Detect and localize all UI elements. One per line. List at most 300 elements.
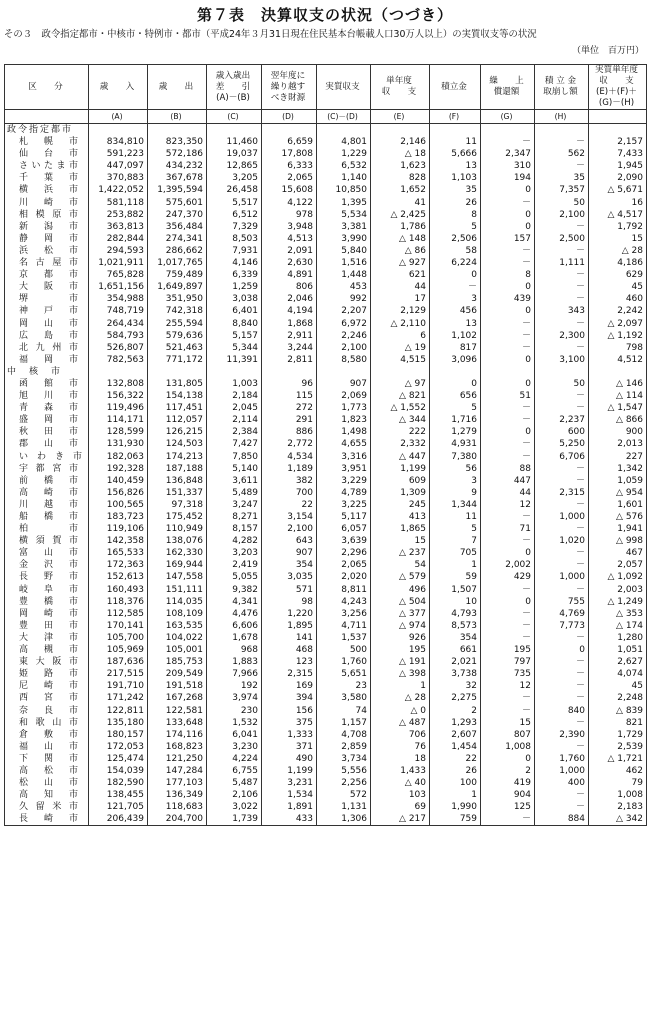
cell-value: 7,433 [589, 148, 647, 160]
cell-value: 2,100 [317, 342, 371, 354]
city-name: 青 森 市 [5, 402, 89, 414]
cell-value: 169,944 [148, 559, 207, 571]
cell-value: 1,051 [589, 644, 647, 656]
cell-value: 132,808 [89, 378, 148, 390]
table-row [5, 571, 647, 583]
cell-value: － [535, 293, 589, 305]
cell-value: 2,237 [535, 414, 589, 426]
column-header: 歳 入 [89, 65, 148, 110]
cell-value: 1,020 [535, 535, 589, 547]
city-name: 横 浜 市 [5, 184, 89, 196]
cell-value: 571 [262, 584, 317, 596]
city-name: 千 葉 市 [5, 172, 89, 184]
column-code: (C)－(D) [317, 110, 371, 124]
cell-value: 5,250 [535, 438, 589, 450]
settlement-table [4, 64, 647, 826]
cell-value: 4,074 [589, 668, 647, 680]
cell-value: 154,039 [89, 765, 148, 777]
cell-value: △ 447 [371, 451, 430, 463]
cell-value: 907 [262, 547, 317, 559]
cell-value: 12,865 [207, 160, 262, 172]
cell-value: 160,493 [89, 584, 148, 596]
cell-value: － [535, 741, 589, 753]
cell-value: 172,053 [89, 741, 148, 753]
cell-value: 5 [430, 523, 481, 535]
cell-value: 19,037 [207, 148, 262, 160]
city-name: 仙 台 市 [5, 148, 89, 160]
cell-value: 2,419 [207, 559, 262, 571]
cell-value: 575,601 [148, 197, 207, 209]
cell-value: 7,329 [207, 221, 262, 233]
cell-value: 8,840 [207, 318, 262, 330]
cell-value: 1,537 [317, 632, 371, 644]
cell-value: 4,793 [430, 608, 481, 620]
cell-value: 821 [589, 717, 647, 729]
cell-value: △ 377 [371, 608, 430, 620]
cell-value: 6,401 [207, 305, 262, 317]
cell-value: 447,097 [89, 160, 148, 172]
cell-value: 1,008 [589, 789, 647, 801]
cell-value: 0 [481, 281, 535, 293]
cell-value: 174,213 [148, 451, 207, 463]
cell-value: 209,549 [148, 668, 207, 680]
city-name: 倉 敷 市 [5, 729, 89, 741]
unit-label: （単位 百万円） [571, 46, 644, 56]
cell-value: 192,328 [89, 463, 148, 475]
cell-value: 992 [317, 293, 371, 305]
cell-value: 156,826 [89, 487, 148, 499]
cell-value: 138,076 [148, 535, 207, 547]
cell-value: 456 [430, 305, 481, 317]
cell-value: 629 [589, 269, 647, 281]
cell-value: △ 237 [371, 547, 430, 559]
cell-value: 171,242 [89, 692, 148, 704]
cell-value: △ 353 [589, 608, 647, 620]
cell-value: 4,801 [317, 136, 371, 148]
cell-value: 3,096 [430, 354, 481, 366]
cell-value: 356,484 [148, 221, 207, 233]
cell-value: 121,250 [148, 753, 207, 765]
cell-value: 56 [430, 463, 481, 475]
cell-value: △ 40 [371, 777, 430, 789]
cell-value: 8,811 [317, 584, 371, 596]
cell-value: 169 [262, 680, 317, 692]
cell-value: 11,391 [207, 354, 262, 366]
cell-value: 162,330 [148, 547, 207, 559]
cell-value: 131,930 [89, 438, 148, 450]
cell-value: 572,186 [148, 148, 207, 160]
table-row [5, 160, 647, 172]
cell-value: 759,489 [148, 269, 207, 281]
cell-value: 978 [262, 209, 317, 221]
cell-value: 0 [481, 209, 535, 221]
cell-value: 2,384 [207, 426, 262, 438]
city-name: 大 津 市 [5, 632, 89, 644]
cell-value: 2,146 [371, 136, 430, 148]
cell-value: 1,395 [317, 197, 371, 209]
cell-value: － [481, 511, 535, 523]
cell-value: 187,188 [148, 463, 207, 475]
cell-value: 115 [262, 390, 317, 402]
cell-value: △ 974 [371, 620, 430, 632]
cell-value: 180,157 [89, 729, 148, 741]
cell-value: 294,593 [89, 245, 148, 257]
cell-value: 1,773 [317, 402, 371, 414]
cell-value: 490 [262, 753, 317, 765]
cell-value: 2,100 [262, 523, 317, 535]
cell-value: － [481, 632, 535, 644]
cell-value: 2,627 [589, 656, 647, 668]
cell-value: 117,451 [148, 402, 207, 414]
cell-value: 1,102 [430, 330, 481, 342]
table-body [5, 124, 647, 826]
cell-value: 125,474 [89, 753, 148, 765]
cell-value: 119,106 [89, 523, 148, 535]
cell-value: 1,716 [430, 414, 481, 426]
cell-value: 7,773 [535, 620, 589, 632]
cell-value: － [481, 136, 535, 148]
cell-value: 222 [371, 426, 430, 438]
cell-value: 96 [262, 378, 317, 390]
cell-value: 834,810 [89, 136, 148, 148]
cell-value: 706 [371, 729, 430, 741]
cell-value: 103 [371, 789, 430, 801]
cell-value: 7,380 [430, 451, 481, 463]
cell-value: 9 [430, 487, 481, 499]
table-row [5, 656, 647, 668]
cell-value: 5,055 [207, 571, 262, 583]
cell-value: － [535, 499, 589, 511]
cell-value: 5,344 [207, 342, 262, 354]
cell-value: 3,231 [262, 777, 317, 789]
table-row [5, 233, 647, 245]
cell-value: 759 [430, 813, 481, 826]
cell-value: － [481, 620, 535, 632]
cell-value: 562 [535, 148, 589, 160]
column-code [5, 110, 89, 124]
cell-value: － [481, 414, 535, 426]
cell-value: 5,556 [317, 765, 371, 777]
column-code: (G) [481, 110, 535, 124]
cell-value: 5 [430, 402, 481, 414]
cell-value: 26,458 [207, 184, 262, 196]
city-name: 福 岡 市 [5, 354, 89, 366]
cell-value: 1,792 [589, 221, 647, 233]
group-row [5, 366, 647, 378]
cell-value: － [481, 330, 535, 342]
city-name: 浜 松 市 [5, 245, 89, 257]
cell-value: 0 [481, 426, 535, 438]
cell-value: 274,341 [148, 233, 207, 245]
group-row [5, 124, 647, 137]
column-header: 翌年度に 繰り越す べき財源 [262, 65, 317, 110]
cell-value: △ 191 [371, 656, 430, 668]
cell-value: 2,046 [262, 293, 317, 305]
cell-value: 2,129 [371, 305, 430, 317]
cell-value: 6,512 [207, 209, 262, 221]
table-row [5, 221, 647, 233]
table-row [5, 414, 647, 426]
cell-value: 282,844 [89, 233, 148, 245]
cell-value: 0 [481, 184, 535, 196]
cell-value: 245 [371, 499, 430, 511]
table-row [5, 184, 647, 196]
table-row [5, 293, 647, 305]
cell-value: 88 [481, 463, 535, 475]
cell-value: 18 [371, 753, 430, 765]
cell-value: 5,489 [207, 487, 262, 499]
cell-value: 8 [481, 269, 535, 281]
cell-value: 460 [589, 293, 647, 305]
cell-value: － [535, 547, 589, 559]
cell-value: 782,563 [89, 354, 148, 366]
table-row [5, 717, 647, 729]
cell-value: 217,515 [89, 668, 148, 680]
cell-value: 904 [481, 789, 535, 801]
cell-value: 4,341 [207, 596, 262, 608]
cell-value: 253,882 [89, 209, 148, 221]
cell-value: 661 [430, 644, 481, 656]
cell-value: 5,487 [207, 777, 262, 789]
cell-value: 1,678 [207, 632, 262, 644]
cell-value: 110,949 [148, 523, 207, 535]
cell-value: 6,606 [207, 620, 262, 632]
cell-value: 13 [430, 318, 481, 330]
cell-value: 1,220 [262, 608, 317, 620]
table-row [5, 426, 647, 438]
cell-value: 286,662 [148, 245, 207, 257]
cell-value: 1,623 [371, 160, 430, 172]
cell-value: － [535, 221, 589, 233]
cell-value: △ 1,092 [589, 571, 647, 583]
cell-value: △ 1,547 [589, 402, 647, 414]
cell-value: 2,256 [317, 777, 371, 789]
cell-value: 2,347 [481, 148, 535, 160]
city-name: 姫 路 市 [5, 668, 89, 680]
cell-value: 76 [371, 741, 430, 753]
cell-value: △ 2,097 [589, 318, 647, 330]
cell-value: － [535, 390, 589, 402]
cell-value: － [535, 463, 589, 475]
city-name: 秋 田 市 [5, 426, 89, 438]
cell-value: 1,259 [207, 281, 262, 293]
cell-value: 17,808 [262, 148, 317, 160]
cell-value: 447 [481, 475, 535, 487]
cell-value: 2,500 [535, 233, 589, 245]
table-row [5, 354, 647, 366]
cell-value: △ 148 [371, 233, 430, 245]
cell-value: 35 [535, 172, 589, 184]
cell-value: 1,000 [535, 511, 589, 523]
column-code: (D) [262, 110, 317, 124]
cell-value: 44 [371, 281, 430, 293]
cell-value: 3 [430, 293, 481, 305]
cell-value: 4,476 [207, 608, 262, 620]
cell-value: 3,244 [262, 342, 317, 354]
cell-value: 2,002 [481, 559, 535, 571]
cell-value: 11,460 [207, 136, 262, 148]
cell-value: 8,271 [207, 511, 262, 523]
cell-value: 230 [207, 705, 262, 717]
cell-value: △ 1,192 [589, 330, 647, 342]
cell-value: 124,503 [148, 438, 207, 450]
cell-value: 351,950 [148, 293, 207, 305]
cell-value: 1,131 [317, 801, 371, 813]
cell-value: 6,057 [317, 523, 371, 535]
cell-value: 1,111 [535, 257, 589, 269]
cell-value: 2,100 [535, 209, 589, 221]
cell-value: 163,535 [148, 620, 207, 632]
city-name: 郡 山 市 [5, 438, 89, 450]
cell-value: － [535, 656, 589, 668]
cell-value: 2,207 [317, 305, 371, 317]
cell-value: 584,793 [89, 330, 148, 342]
cell-value: 3,580 [317, 692, 371, 704]
cell-value: 1,990 [430, 801, 481, 813]
cell-value: 156,322 [89, 390, 148, 402]
cell-value: 3,974 [207, 692, 262, 704]
cell-value: 2,390 [535, 729, 589, 741]
cell-value: 45 [589, 680, 647, 692]
cell-value: 1,601 [589, 499, 647, 511]
cell-value: － [535, 632, 589, 644]
city-name: 堺 市 [5, 293, 89, 305]
city-name: 松 山 市 [5, 777, 89, 789]
cell-value: 15,608 [262, 184, 317, 196]
cell-value: 926 [371, 632, 430, 644]
cell-value: 122,581 [148, 705, 207, 717]
table-row [5, 390, 647, 402]
cell-value: 6,532 [317, 160, 371, 172]
cell-value: 371 [262, 741, 317, 753]
city-name: 東大阪市 [5, 656, 89, 668]
cell-value: 204,700 [148, 813, 207, 826]
cell-value: △ 114 [589, 390, 647, 402]
table-row [5, 172, 647, 184]
cell-value: 291 [262, 414, 317, 426]
city-name: 新 潟 市 [5, 221, 89, 233]
cell-value: 6,659 [262, 136, 317, 148]
table-title: 第７表 決算収支の状況（つづき） [196, 6, 453, 24]
cell-value: 7 [430, 535, 481, 547]
cell-value: 12 [481, 499, 535, 511]
cell-value: 11 [430, 136, 481, 148]
cell-value: 44 [481, 487, 535, 499]
table-row [5, 378, 647, 390]
cell-value: 1,891 [262, 801, 317, 813]
cell-value: 0 [481, 547, 535, 559]
cell-value: 1,534 [262, 789, 317, 801]
cell-value: △ 998 [589, 535, 647, 547]
cell-value: 526,807 [89, 342, 148, 354]
cell-value: 705 [430, 547, 481, 559]
cell-value: 11 [430, 511, 481, 523]
cell-value: 1 [430, 789, 481, 801]
cell-value: △ 18 [371, 148, 430, 160]
cell-value: 167,268 [148, 692, 207, 704]
cell-value: 2,184 [207, 390, 262, 402]
cell-value: 1,157 [317, 717, 371, 729]
cell-value: 765,828 [89, 269, 148, 281]
cell-value: 5 [430, 221, 481, 233]
cell-value: 7,427 [207, 438, 262, 450]
cell-value: 1,306 [317, 813, 371, 826]
city-name: 相模原市 [5, 209, 89, 221]
cell-value: － [481, 342, 535, 354]
cell-value: 6,755 [207, 765, 262, 777]
cell-value: － [535, 523, 589, 535]
cell-value: 59 [430, 571, 481, 583]
table-row [5, 801, 647, 813]
cell-value: 1,017,765 [148, 257, 207, 269]
cell-value: △ 28 [371, 692, 430, 704]
cell-value: － [535, 245, 589, 257]
cell-value: 136,848 [148, 475, 207, 487]
cell-value: － [535, 475, 589, 487]
cell-value: 6,706 [535, 451, 589, 463]
cell-value: 100 [430, 777, 481, 789]
column-header: 歳入歳出 差 引 (A)－(B) [207, 65, 262, 110]
cell-value: 886 [262, 426, 317, 438]
cell-value: 1,823 [317, 414, 371, 426]
table-subtitle: その３ 政令指定都市・中核市・特例市・都市（平成24年３月31日現在住民基本台帳載人口30万人以上）の実質収支等の状況 [4, 29, 537, 40]
cell-value: △ 954 [589, 487, 647, 499]
city-name: 長 野 市 [5, 571, 89, 583]
cell-value: 370,883 [89, 172, 148, 184]
cell-value: 3,316 [317, 451, 371, 463]
cell-value: － [430, 281, 481, 293]
cell-value: 8 [430, 209, 481, 221]
cell-value: 1,279 [430, 426, 481, 438]
cell-value: 15 [589, 233, 647, 245]
column-code: (F) [430, 110, 481, 124]
cell-value: 581,118 [89, 197, 148, 209]
cell-value: △ 217 [371, 813, 430, 826]
cell-value: 6 [371, 330, 430, 342]
cell-value: 0 [481, 354, 535, 366]
cell-value: 140,459 [89, 475, 148, 487]
city-name: 下 関 市 [5, 753, 89, 765]
column-header: 積 立 金 取崩し額 [535, 65, 589, 110]
cell-value: 114,035 [148, 596, 207, 608]
cell-value: 15 [481, 717, 535, 729]
column-header: 実質収支 [317, 65, 371, 110]
table-row [5, 644, 647, 656]
cell-value: 828 [371, 172, 430, 184]
cell-value: 5,534 [317, 209, 371, 221]
cell-value: 2,911 [262, 330, 317, 342]
city-name: 豊 田 市 [5, 620, 89, 632]
cell-value: 4,243 [317, 596, 371, 608]
cell-value: 521,463 [148, 342, 207, 354]
cell-value: 147,558 [148, 571, 207, 583]
cell-value: 468 [262, 644, 317, 656]
cell-value: 1,140 [317, 172, 371, 184]
cell-value: 823,350 [148, 136, 207, 148]
cell-value: 3,948 [262, 221, 317, 233]
column-header: 歳 出 [148, 65, 207, 110]
cell-value: 50 [535, 378, 589, 390]
cell-value: － [535, 160, 589, 172]
table-row [5, 487, 647, 499]
cell-value: 8,157 [207, 523, 262, 535]
cell-value: 4,186 [589, 257, 647, 269]
cell-value: 122,811 [89, 705, 148, 717]
cell-value: 2,069 [317, 390, 371, 402]
cell-value: 363,813 [89, 221, 148, 233]
cell-value: 4,711 [317, 620, 371, 632]
cell-value: 131,805 [148, 378, 207, 390]
